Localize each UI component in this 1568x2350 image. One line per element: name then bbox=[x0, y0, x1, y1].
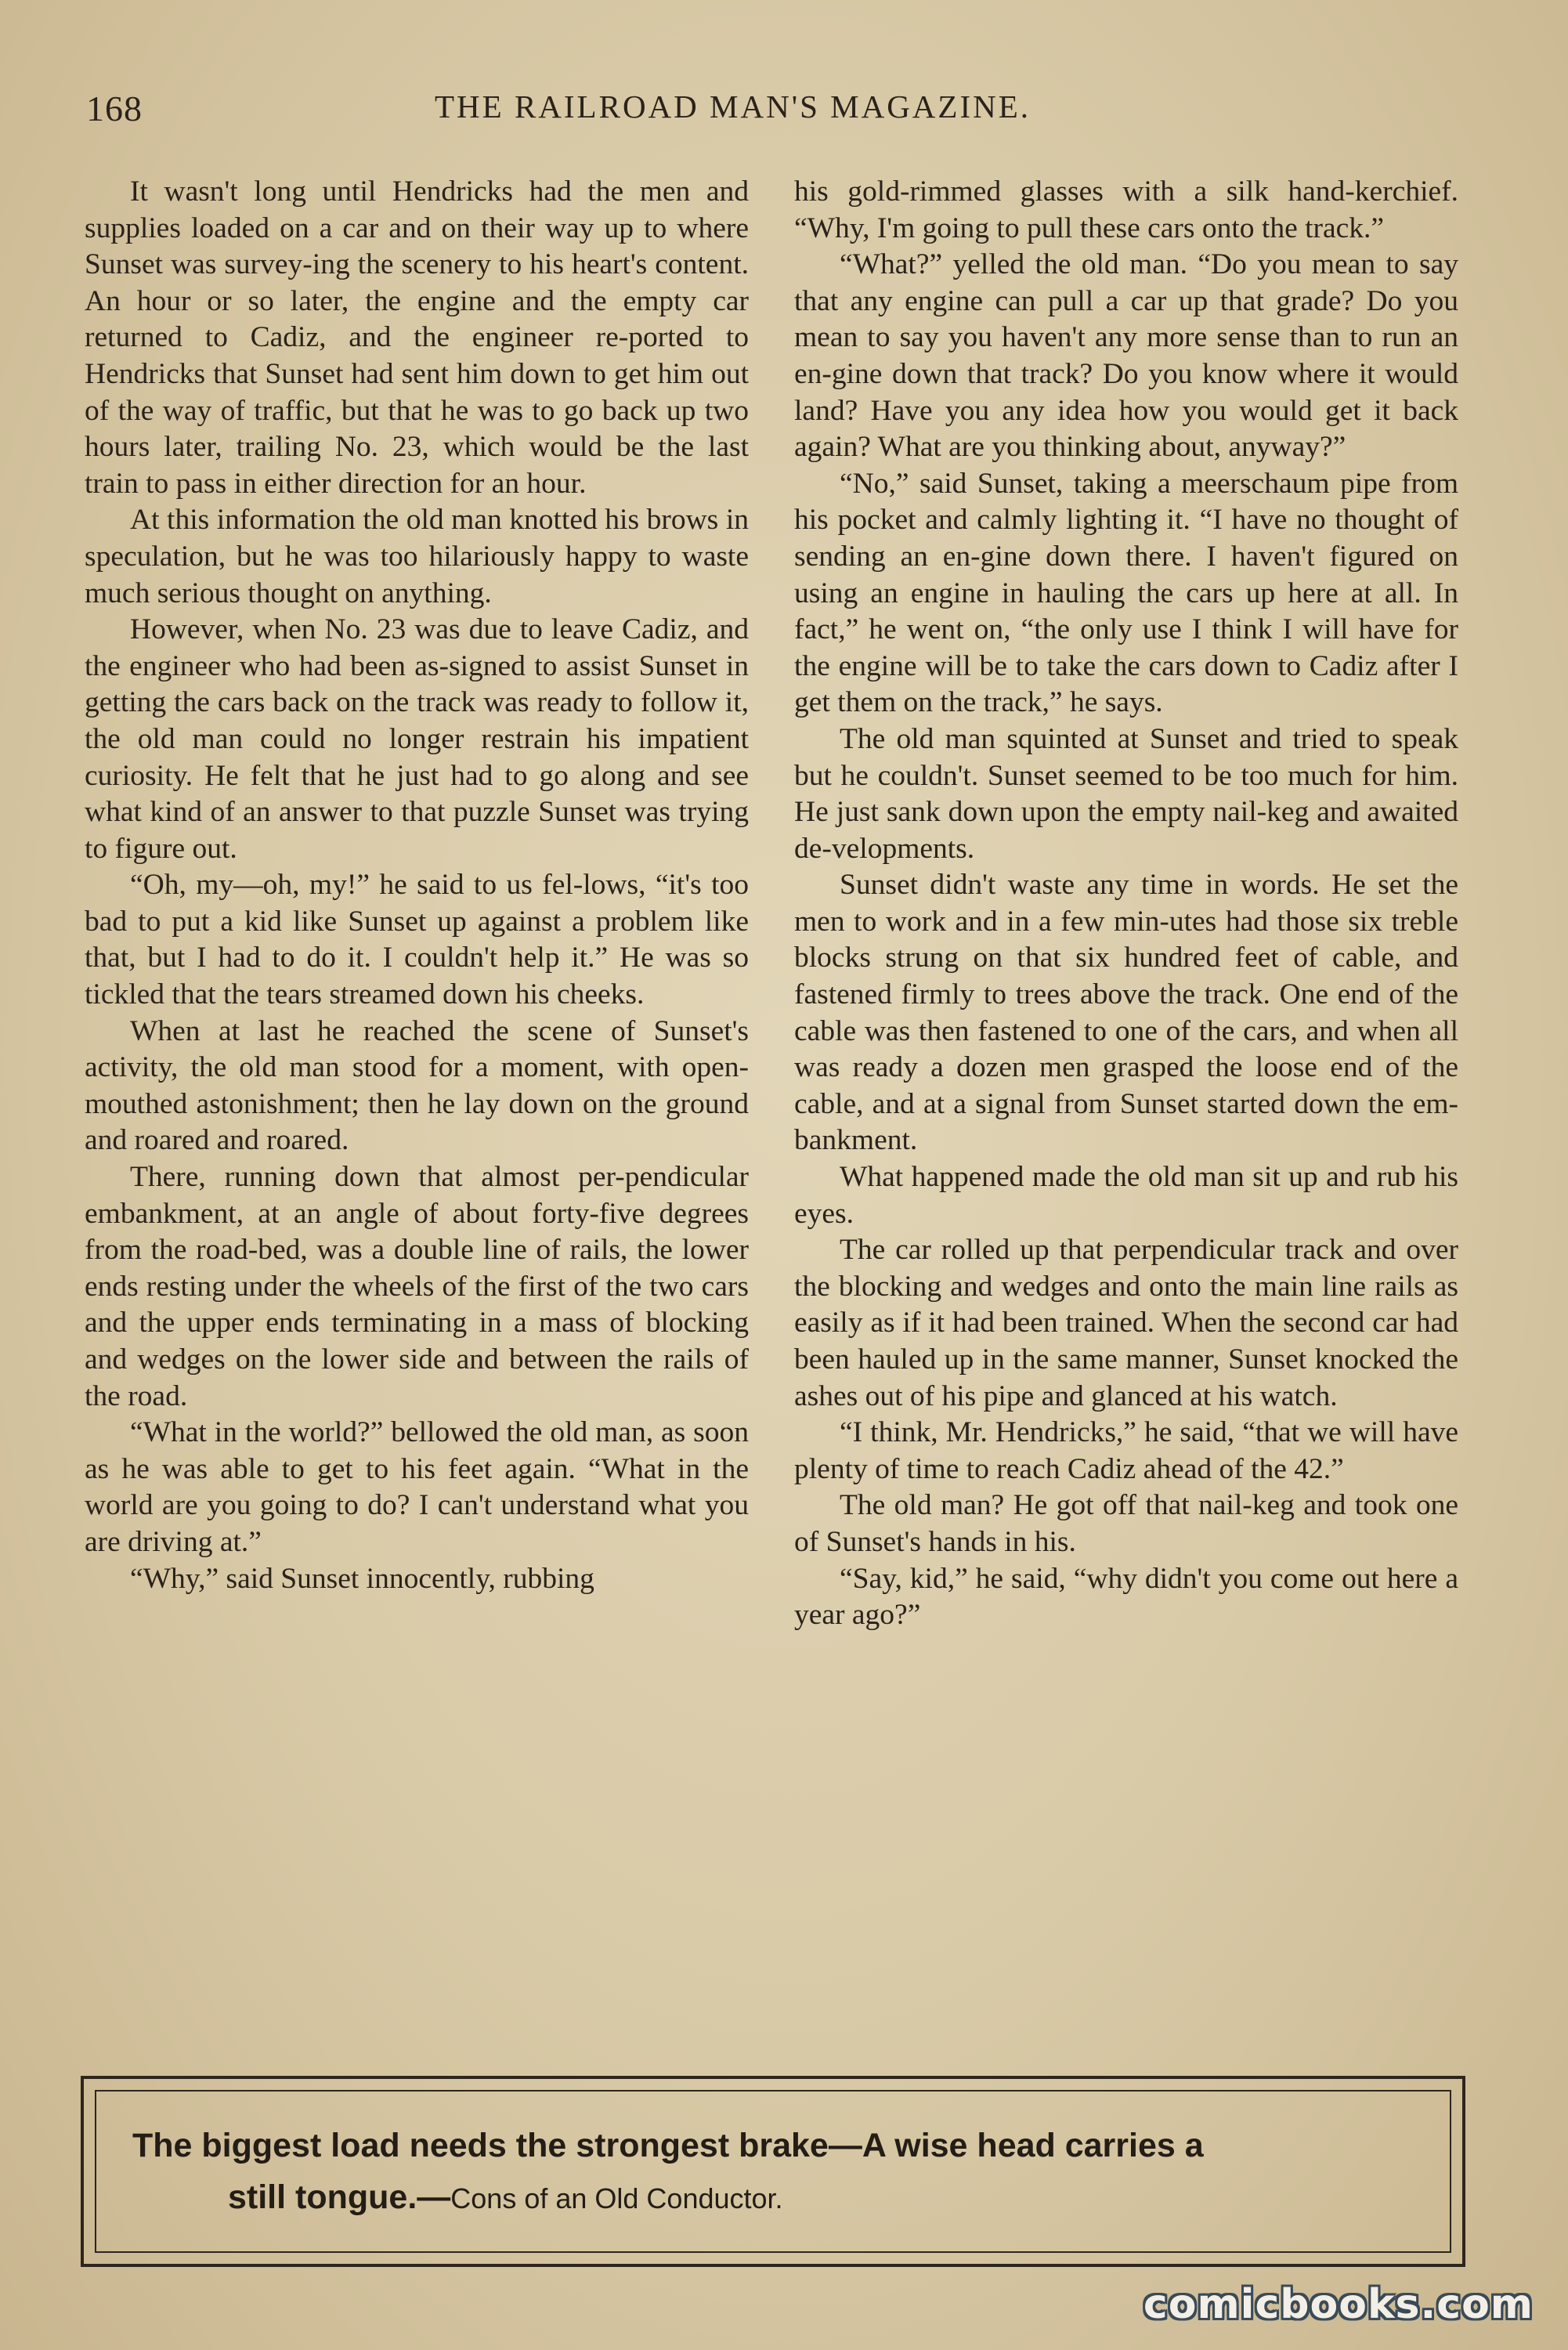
paragraph: “What?” yelled the old man. “Do you mean to say that any engine can pull a car up that grade? Do you mean to say you haven't any more sense than to run an en-gine down that track? Do you know where it would land? Have you any idea how you would get it back again? What are you thinking about, anyway?” bbox=[794, 248, 1458, 464]
paragraph: The old man? He got off that nail-keg and took one of Sunset's hands in his. bbox=[794, 1489, 1458, 1558]
left-column bbox=[85, 174, 749, 1597]
paragraph: “Say, kid,” he said, “why didn't you come out here a year ago?” bbox=[794, 1562, 1458, 1632]
quote-line-2-wrapper bbox=[132, 2171, 1401, 2225]
paragraph: It wasn't long until Hendricks had the men and supplies loaded on a car and on their way up to where Sunset was survey-ing the scenery to his heart's content. An hour or so later, the engine and the empty car returned to Cadiz, and the engineer re-ported to Hendricks that Sunset had sent him down to get him out of the way of traffic, but that he was to go back up two hours later, trailing No. 23, which would be the last train to pass in either direction for an hour. bbox=[85, 175, 749, 500]
quote-line-1: The biggest load needs the strongest brake—A wise head carries a bbox=[132, 2127, 1204, 2164]
paragraph: There, running down that almost per-pendicular embankment, at an angle of about forty-five degrees from the road-bed, was a double line of rails, the lower ends resting under the wheels of the first of the two cars and the upper ends terminating in a mass of blocking and wedges on the lower side and between the rails of the road. bbox=[85, 1161, 749, 1412]
paragraph: “Why,” said Sunset innocently, rubbing bbox=[130, 1562, 594, 1595]
quote-text bbox=[132, 2120, 1401, 2225]
paragraph: Sunset didn't waste any time in words. He set the men to work and in a few min-utes had those six treble blocks strung on that six hundred feet of cable, and fastened firmly to trees above the track. One end of the cable was then fastened to one of the cars, and when all was ready a dozen men grasped the loose end of the cable, and at a signal from Sunset started down the em-bankment. bbox=[794, 869, 1458, 1157]
paragraph: The old man squinted at Sunset and tried to speak but he couldn't. Sunset seemed to be too much for him. He just sank down upon the empty nail-keg and awaited de-velopments. bbox=[794, 722, 1458, 865]
watermark-logo: comicbooks.com bbox=[1143, 2281, 1534, 2328]
paragraph: What happened made the old man sit up and rub his eyes. bbox=[794, 1161, 1458, 1230]
paragraph: “No,” said Sunset, taking a meerschaum pipe from his pocket and calmly lighting it. “I have no thought of sending an en-gine down there. I haven't figured on using an engine in hauling the cars up here at all. In fact,” he went on, “the only use I think I will have for the engine will be to take the cars down to Cadiz after I get them on the track,” he says. bbox=[794, 467, 1458, 719]
right-column bbox=[794, 174, 1458, 1634]
page-number: 168 bbox=[86, 89, 143, 128]
paragraph: his gold-rimmed glasses with a silk hand-kerchief. “Why, I'm going to pull these cars onto the track.” bbox=[794, 175, 1458, 244]
paragraph: When at last he reached the scene of Sunset's activity, the old man stood for a moment, with open-mouthed astonishment; then he lay down on the ground and roared and roared. bbox=[85, 1014, 749, 1157]
quote-box bbox=[81, 2076, 1465, 2267]
paragraph: “I think, Mr. Hendricks,” he said, “that we will have plenty of time to reach Cadiz ahead of the 42.” bbox=[794, 1416, 1458, 1485]
paragraph: “Oh, my—oh, my!” he said to us fel-lows, “it's too bad to put a kid like Sunset up against a problem like that, but I had to do it. I couldn't help it.” He was so tickled that the tears streamed down his cheeks. bbox=[85, 869, 749, 1011]
quote-attribution: Cons of an Old Conductor. bbox=[450, 2182, 783, 2214]
paragraph: The car rolled up that perpendicular track and over the blocking and wedges and onto the main line rails as easily as if it had been trained. When the second car had been hauled up in the same manner, Sunset knocked the ashes out of his pipe and glanced at his watch. bbox=[794, 1234, 1458, 1412]
quote-line-2: still tongue.— bbox=[228, 2178, 451, 2216]
running-head: THE RAILROAD MAN'S MAGAZINE. bbox=[435, 89, 1031, 125]
paragraph: “What in the world?” bellowed the old man, as soon as he was able to get to his feet again. “What in the world are you going to do? I can't understand what you are driving at.” bbox=[85, 1416, 749, 1558]
paragraph: However, when No. 23 was due to leave Cadiz, and the engineer who had been as-signed to assist Sunset in getting the cars back on the track was ready to follow it, the old man could no longer restrain his impatient curiosity. He felt that he just had to go along and see what kind of an answer to that puzzle Sunset was trying to figure out. bbox=[85, 613, 749, 865]
paragraph: At this information the old man knotted his brows in speculation, but he was too hilariously happy to waste much serious thought on anything. bbox=[85, 504, 749, 609]
page-header bbox=[86, 88, 1496, 135]
